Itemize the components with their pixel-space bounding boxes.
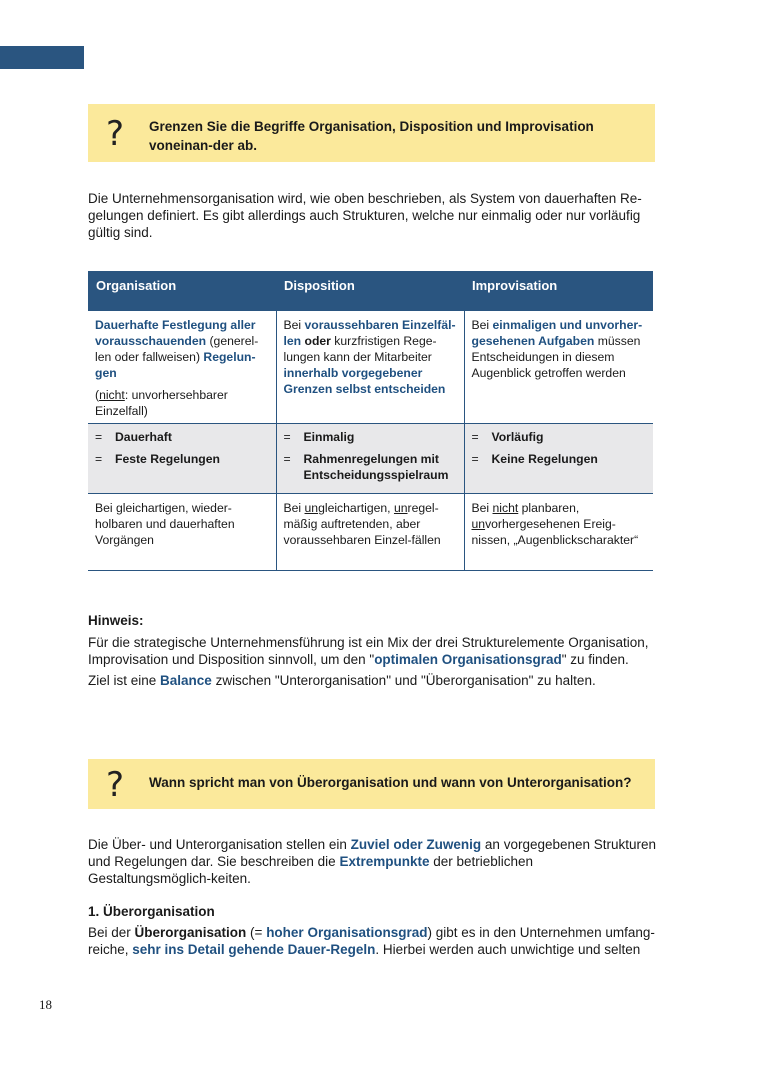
question-mark-icon: ? xyxy=(106,114,125,154)
cell-impr-application: Bei nicht planbaren, unvorhergesehenen Ereig-nissen, „Augenblickscharakter“ xyxy=(464,494,653,571)
cell-org-definition: Dauerhafte Festlegung aller vorausschauenden (generel-len oder fallweisen) Regelun-gen (nicht: unvorhersehbarer Einzelfall) xyxy=(88,311,276,424)
intro-paragraph: Die Unternehmensorganisation wird, wie oben beschrieben, als System von dauerhaften Re- gelungen definiert. Es gibt allerdings auch Strukturen, welche nur einmalig oder nur vorläufig gültig sind. xyxy=(88,191,642,240)
cell-impr-definition: Bei einmaligen und unvorher-gesehenen Aufgaben müssen Entscheidungen in diesem Augenblick getroffen werden xyxy=(464,311,653,424)
cell-disp-application: Bei ungleichartigen, unregel-mäßig auftretenden, aber voraussehbaren Einzel-fällen xyxy=(276,494,464,571)
header-improvisation: Improvisation xyxy=(464,271,653,311)
cell-org-application: Bei gleichartigen, wieder-holbaren und dauerhaften Vorgängen xyxy=(88,494,276,571)
section-ueberorganisation xyxy=(88,903,658,958)
comparison-table xyxy=(88,271,653,571)
chapter-tab-marker xyxy=(0,46,84,69)
question-2-text: Wann spricht man von Überorganisation und wann von Unterorganisation? xyxy=(149,775,632,790)
header-disposition: Disposition xyxy=(276,271,464,311)
section-heading: 1. Überorganisation xyxy=(88,904,215,919)
cell-disp-definition: Bei voraussehbaren Einzelfäl-len oder kurzfristigen Rege-lungen kann der Mitarbeiter innerhalb vorgegebener Grenzen selbst entscheiden xyxy=(276,311,464,424)
hinweis-paragraph-2: Ziel ist eine Balance zwischen "Unterorganisation" und "Überorganisation" zu halten. xyxy=(88,673,596,688)
cell-impr-characteristics: = Vorläufig = Keine Regelungen xyxy=(464,424,653,494)
question-box-1 xyxy=(88,104,655,162)
page-number: 18 xyxy=(39,997,52,1012)
cell-org-characteristics: = Dauerhaft = Feste Regelungen xyxy=(88,424,276,494)
table-row-definition xyxy=(88,311,653,424)
question-1-text: Grenzen Sie die Begriffe Organisation, Disposition und Improvisation voneinan-der ab. xyxy=(149,119,594,153)
over-under-paragraph: Die Über- und Unterorganisation stellen ein Zuviel oder Zuwenig an vorgegebenen Strukturen und Regelungen dar. Sie beschreiben die Extrempunkte der betrieblichen Gestaltungsmöglich-keiten. xyxy=(88,837,657,886)
table-row-characteristics xyxy=(88,424,653,494)
hinweis-paragraph-1: Für die strategische Unternehmensführung ist ein Mix der drei Strukturelemente Organisation, Improvisation und Disposition sinnvoll, um den "optimalen Organisationsgrad" zu finden. xyxy=(88,635,649,667)
cell-disp-characteristics: = Einmalig = Rahmenregelungen mit Entscheidungsspielraum xyxy=(276,424,464,494)
question-mark-icon: ? xyxy=(106,765,125,805)
hinweis-title: Hinweis: xyxy=(88,613,144,628)
header-organisation: Organisation xyxy=(88,271,276,311)
table-row-application xyxy=(88,494,653,571)
section-paragraph: Bei der Überorganisation (= hoher Organisationsgrad) gibt es in den Unternehmen umfang-reiche, sehr ins Detail gehende Dauer-Regeln. Hierbei werden auch unwichtige und selten xyxy=(88,925,655,957)
hinweis-section xyxy=(88,612,658,689)
question-box-2 xyxy=(88,759,655,809)
